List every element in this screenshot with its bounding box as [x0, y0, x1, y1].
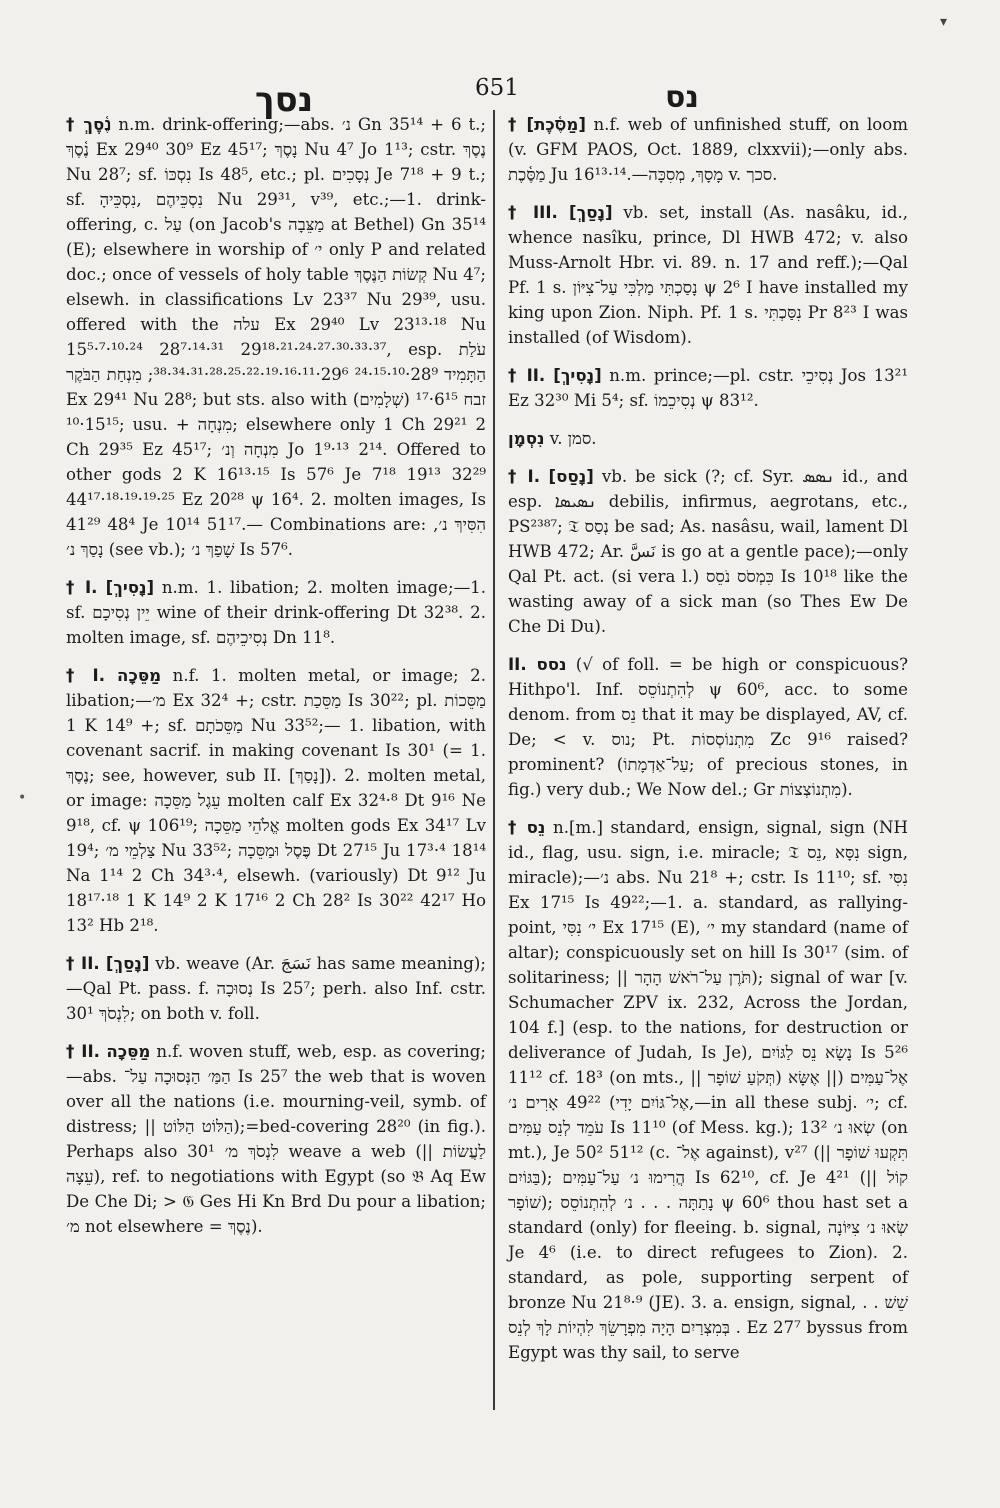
- entry-text: vb. weave (Ar. نَسَجَ has same meaning);—Qal Pt. pass. f. נְסוּכָה Is 25⁷; perh. also Inf. cstr. לִנְסֹךְ 30¹; on both v. foll.: [66, 954, 486, 1023]
- header-right-hebrew: נס: [665, 80, 699, 115]
- entry-lemma: † II. [נָסִיךְ]: [508, 366, 602, 385]
- entry: [508, 112, 908, 187]
- entry-text: n.f. 1. molten metal, or image; 2. libation;—מ׳ Ex 32⁴ +; cstr. מַסֵּכַת Is 30²²; pl. מַסֵּכוֹת 1 K 14⁹ +; sf. מַסֵּכֹתָם Nu 33⁵²;— 1. libation, with covenant sacrif. in making covenant Is 30¹ (= 1. נֶסֶךְ; see, however, sub II. [נָסַךְ]). 2. molten metal, or image: עֵגֶל מַסֵּכָה molten calf Ex 32⁴·⁸ Dt 9¹⁶ Ne 9¹⁸, cf. ψ 106¹⁹; אֱלֹהֵי מַסֵּכָה molten gods Ex 34¹⁷ Lv 19⁴; צַלְמֵי מ׳ Nu 33⁵²; פֶּסֶל וּמַסֵּכָה Dt 27¹⁵ Ju 17³·⁴ 18¹⁴ Na 1¹⁴ 2 Ch 34³·⁴, elsewh. (variously) Dt 9¹² Ju 18¹⁷·¹⁸ 1 K 14⁹ 2 K 17¹⁶ 2 Ch 28² Is 30²² 42¹⁷ Ho 13² Hb 2¹⁸.: [66, 666, 487, 935]
- entry-text: n.m. prince;—pl. cstr. נְסִיכֵי Jos 13²¹ Ez 32³⁰ Mi 5⁴; sf. נְסִיכֵמוֹ ψ 83¹².: [508, 366, 908, 410]
- entry-lemma: † I. [נָסִיךְ]: [66, 578, 155, 597]
- entry: [66, 1039, 486, 1239]
- entry-text: n.[m.] standard, ensign, signal, sign (NH id., flag, usu. sign, i.e. miracle; 𝔗 נִסָּא ,נֵס sign, miracle);—נ׳ abs. Nu 21⁸ +; cstr. Is 11¹⁰; sf. נִסִּי Ex 17¹⁵ Is 49²²;—1. a. standard, as rallying-point, י׳ נִסִּי Ex 17¹⁵ (E), י׳ my standard (name of altar); conspicuously set on hill Is 30¹⁷ (sim. of solitariness; || תֹּרֶן עַל־רֹאשׁ הָהָר); signal of war [v. Schumacher ZPV ix. 232, Across the Jordan, 104 f.] (esp. to the nations, for destruction or deliverance of Judah, Is Je), נָשָׂא נֵס לַגּוֹיִם Is 5²⁶ 11¹² cf. 18³ (on mts., || תְּקֹעַ שׁוֹפָר) אֶל־עַמִּים (|| אֶשָּׂא אֶל־גּוֹיִם יָדִי) 49²² אָרִים נ׳,—in all these subj. י׳; cf. עֹמֵד לְנֵס עַמִּים Is 11¹⁰ (of Mess. kg.); שְׂאוּ נ׳ 13² (on mt.), Je 50² 51¹² (c. אֶל־ against), v²⁷ (|| תִּקְעוּ שׁוֹפָר בַּגּוֹיִם); הֲרִימוּ נ׳ עַל־עַמִּים Is 62¹⁰, cf. Je 4²¹ (|| קוֹל שׁוֹפָר); נָתַתָּה . . . נ׳ לְהִתְנוֹסֵס ψ 60⁶ thou hast set a standard (only) for fleeing. b. signal, שְׂאוּ נ׳ צִיּוֹנָה Je 4⁶ (i.e. to direct refugees to Zion). 2. standard, as pole, supporting serpent of bronze Nu 21⁸·⁹ (JE). 3. a. ensign, signal, שֵׁשׁ . . . בְּמִצְרַיִם הָיָה מִפְרָשֵׂךְ לִהְיוֹת לָךְ לְנֵס Ez 27⁷ byssus from Egypt was thy sail, to serve: [508, 818, 909, 1362]
- left-column: [66, 112, 486, 1252]
- entry: [508, 200, 908, 350]
- margin-mark: •: [18, 790, 27, 806]
- entry-lemma: II. נסס: [508, 655, 567, 674]
- entry: [66, 575, 486, 650]
- entry-lemma: † נֵס: [508, 818, 546, 837]
- entry: [508, 363, 908, 413]
- entry-lemma: † III. [נָסַךְ]: [508, 203, 613, 222]
- entry-text: n.f. web of unfinished stuff, on loom (v. GFM PAOS, Oct. 1889, clxxvii);—only abs. מַסֶּ֫כֶת Ju 16¹³·¹⁴.—מָסָךְ, מְסִכָּה v. סכך.: [508, 115, 908, 184]
- entry-text: v. סמן.: [549, 429, 597, 448]
- entry-text: n.f. woven stuff, web, esp. as covering;—abs. הַמַּ׳ הַנְּסוּכָה עַל־ Is 25⁷ the web that is woven over all the nations (i.e. mourning-veil, symb. of distress; || הַלּוֹט הַלּוֹט);=bed-covering 28²⁰ (in fig.). Perhaps also לִנְסֹךְ מ׳ 30¹ weave a web (|| לַעֲשׂוֹת עֵצָה), ref. to negotiations with Egypt (so 𝔅 Aq Ew De Che Di; > 𝔊 Ges Hi Kn Brd Du pour a libation; מ׳ not elsewhere = נֶסֶךְ).: [66, 1042, 486, 1236]
- entry: [508, 652, 908, 802]
- corner-mark: ▾: [940, 14, 948, 30]
- entry: [66, 951, 486, 1026]
- right-column: [508, 112, 908, 1378]
- entry: [508, 426, 908, 451]
- header-left-hebrew: נסך: [255, 80, 314, 120]
- entry-text: (√ of foll. = be high or conspicuous? Hithpo'l. Inf. לְהִתְנוֹסֵס ψ 60⁶, acc. to some denom. from נֵס that it may be displayed, AV, cf. De; < v. נוס; Pt. מִתְנוֹסְסוֹת Zc 9¹⁶ raised? prominent? (עַל־אַדְמָתוֹ; of precious stones, in fig.) very dub.; We Now del.; Gr מִתְנוֹצְצוֹת).: [508, 655, 909, 799]
- entry-text: vb. be sick (?; cf. Syr. ܢܣܣ id., and esp. ܢܣܝܣܐ debilis, infirmus, aegrotans, etc., PS²³⁸⁷; 𝔗 נְסַס be sad; As. nasâsu, wail, lament Dl HWB 472; Ar. نَسَّ is go at a gentle pace);—only Qal Pt. act. (si vera l.) כִּמְסֹס נֹסֵס Is 10¹⁸ like the wasting away of a sick man (so Thes Ew De Che Di Du).: [508, 467, 908, 636]
- entry-text: n.m. drink-offering;—abs. נ׳ Gn 35¹⁴ + 6 t.; נֶ֫סֶךְ Ex 29⁴⁰ 30⁹ Ez 45¹⁷; נָסֶךְ Nu 4⁷ Jo 1¹³; cstr. נֶסֶךְ Nu 28⁷; sf. נִסְכּוֹ Is 48⁵, etc.; pl. נְסָכִים Je 7¹⁸ + 9 t.; sf. נִסְכֵּיהֶם ,נִסְכֵּיהָ Nu 29³¹, v³⁹, etc.;—1. drink-offering, c. עַל (on Jacob's מַצֵּבָה at Bethel) Gn 35¹⁴ (E); elsewhere in worship of י׳ only P and related doc.; once of vessels of holy table קְשׂוֹת הַנֶּסֶךְ Nu 4⁷; elsewh. in classifications Lv 23³⁷ Nu 29³⁹, usu. offered with the עלה Ex 29⁴⁰ Lv 23¹³·¹⁸ Nu 15⁵·⁷·¹⁰·²⁴ 28⁷·¹⁴·³¹ 29¹⁸·²¹·²⁴·²⁷·³⁰·³³·³⁷, esp. עֹלַת הַתָּמִיד 28⁹·¹⁰·¹⁵·²⁴ 29⁶·¹¹·¹⁶·¹⁹·²²·²⁵·²⁸·³¹·³⁴·³⁸; מִנְחַת הַבֹּקֶר Ex 29⁴¹ Nu 28⁸; but sts. also with (שְׁלָמִים) זבח 6¹⁵·¹⁷ 15¹⁵·¹⁰; usu. + מִנְחָה; elsewhere only 1 Ch 29²¹ 2 Ch 29³⁵ Ez 45¹⁷; מִנְחָה וְנ׳ Jo 1⁹·¹³ 2¹⁴. Offered to other gods 2 K 16¹³·¹⁵ Is 57⁶ Je 7¹⁸ 19¹³ 32²⁹ 44¹⁷·¹⁸·¹⁹·¹⁹·²⁵ Ez 20²⁸ ψ 16⁴. 2. molten images, Is 41²⁹ 48⁴ Je 10¹⁴ 51¹⁷.— Combinations are: הִסִּיךְ נ׳, נָסַךְ נ׳ (see vb.); שָׁפַךְ נ׳ Is 57⁶.: [66, 115, 487, 559]
- entry: [508, 464, 908, 639]
- entry-lemma: † I. [נָסַס]: [508, 467, 594, 486]
- entry-lemma: † II. מַסֵּכָה: [66, 1042, 151, 1061]
- page-number: 651: [475, 75, 519, 101]
- entry: [66, 112, 486, 562]
- entry-lemma: † נֶ֫סֶךְ: [66, 115, 112, 134]
- entry-text: vb. set, install (As. nasâku, id., whence nasîku, prince, Dl HWB 472; v. also Muss-Arnolt Hbr. vi. 89. n. 17 and reff.);—Qal Pf. 1 s. נָסַכְתִּי מַלְכִּי עַל־צִיּוֹן ψ 2⁶ I have installed my king upon Zion. Niph. Pf. 1 s. נִסַּכְתִּי Pr 8²³ I was installed (of Wisdom).: [508, 203, 908, 347]
- entry: [66, 663, 486, 938]
- entry: [508, 815, 908, 1365]
- entry-lemma: † [מַסֶּ֫כֶת]: [508, 115, 586, 134]
- entry-lemma: נִסְמָן: [508, 429, 545, 448]
- entry-lemma: † II. [נָסַךְ]: [66, 954, 150, 973]
- entry-text: n.m. 1. libation; 2. molten image;—1. sf. יֵין נְסִיכָם wine of their drink-offering Dt 32³⁸. 2. molten image, sf. נְסִיכֵיהֶם Dn 11⁸.: [66, 578, 486, 647]
- entry-lemma: † I. מַסֵּכָה: [66, 666, 162, 685]
- column-divider: [493, 110, 495, 1410]
